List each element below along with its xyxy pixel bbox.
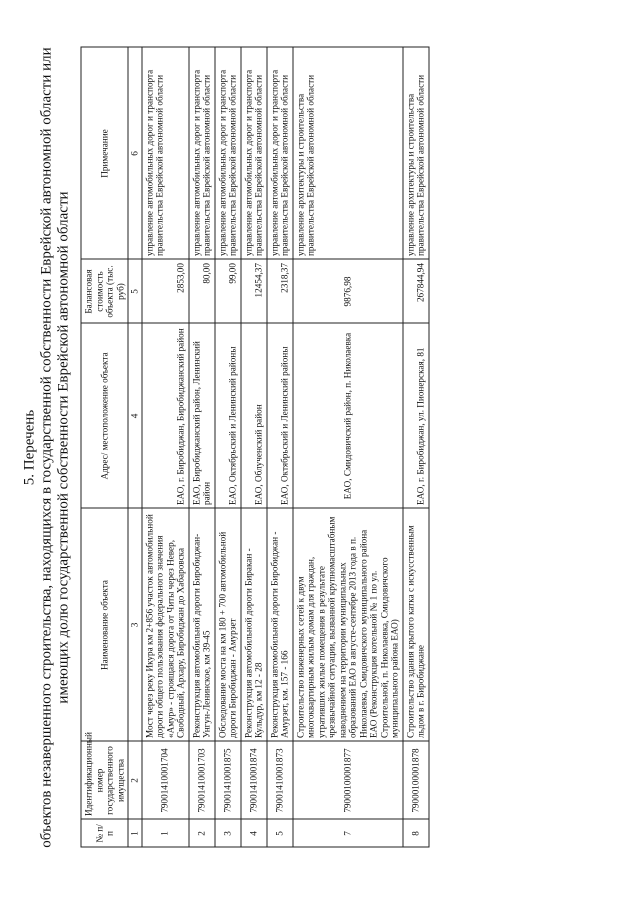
row-name: Реконструкция автомобильной дороги Биракан - Кульдур, км 12 - 28 — [241, 509, 267, 742]
col-number: 5 — [128, 260, 142, 324]
table-row — [189, 48, 215, 848]
table-row — [241, 48, 267, 848]
row-note: управление архитектуры и строительства правительства Еврейской автономной области — [403, 48, 429, 260]
rotated-document — [18, 33, 593, 863]
doc-title-line2: имеющих долю государственной собственности Еврейской автономной области — [55, 191, 72, 704]
row-name: Обследование моста на км 180 + 700 автомобильной дороги Биробиджан - Амурзет — [215, 509, 241, 742]
row-address: ЕАО, Смидовичский район, п. Николаевка — [293, 324, 403, 509]
doc-title-line1: объектов незавершенного строительства, находящихся в государственной собственности Еврейской автономной области или — [38, 47, 55, 848]
row-number: 5 — [267, 820, 293, 848]
header-value: Балансовая стоимость объекта (тыс. руб) — [81, 260, 128, 324]
row-address: ЕАО, г. Биробиджан, Биробиджанский район — [142, 324, 189, 509]
header-id: Идентификационный номер государственного имущества — [81, 742, 128, 820]
row-note: управление автомобильных дорог и транспорта правительства Еврейской автономной области — [241, 48, 267, 260]
row-address: ЕАО, Биробиджанский район, Ленинский район — [189, 324, 215, 509]
row-number: 8 — [403, 820, 429, 848]
col-number: 6 — [128, 48, 142, 260]
table-row — [142, 48, 189, 848]
row-id: 79001410001873 — [267, 742, 293, 820]
header-note: Примечание — [81, 48, 128, 260]
col-number: 4 — [128, 324, 142, 509]
row-id: 79000100001877 — [293, 742, 403, 820]
row-note: управление архитектуры и строительства правительства Еврейской автономной области — [293, 48, 403, 260]
row-number: 2 — [189, 820, 215, 848]
col-number: 3 — [128, 509, 142, 742]
row-value: 267844,94 — [403, 260, 429, 324]
row-name: Строительство здания крытого катка с искусственным льдом в г. Биробиджане — [403, 509, 429, 742]
row-number: 3 — [215, 820, 241, 848]
row-id: 79000100001878 — [403, 742, 429, 820]
row-id: 79001410001875 — [215, 742, 241, 820]
row-note: управление автомобильных дорог и транспорта правительства Еврейской автономной области — [189, 48, 215, 260]
table-row — [293, 48, 403, 848]
row-name: Реконструкция автомобильной дороги Биробиджан - Амурзет, км. 157 - 166 — [267, 509, 293, 742]
row-id: 79001410001874 — [241, 742, 267, 820]
row-value: 99,00 — [215, 260, 241, 324]
column-number-row — [128, 48, 142, 848]
row-value: 12454,37 — [241, 260, 267, 324]
row-note: управление автомобильных дорог и транспорта правительства Еврейской автономной области — [267, 48, 293, 260]
col-number: 2 — [128, 742, 142, 820]
table-row — [267, 48, 293, 848]
header-no: № п/п — [81, 820, 128, 848]
row-value: 2318,37 — [267, 260, 293, 324]
doc-title-number: 5. Перечень — [21, 409, 38, 486]
row-name: Строительство инженерных сетей к двум многоквартирным жилым домам для граждан, утративших жилые помещения в результате чрезвычайной ситуации, вызванной крупномасштабным наводнением на территории муниципальных образований ЕАО в августе-сентябре 2013 года в п. Николаевка, Смидовичского муниципального района ЕАО (Реконструкция котельной № 1 по ул. Строительной, п. Николаевка, Смидовичского муниципального района ЕАО) — [293, 509, 403, 742]
row-value: 2853,00 — [142, 260, 189, 324]
header-name: Наименование объекта — [81, 509, 128, 742]
row-address: ЕАО, Октябрьский и Ленинский районы — [267, 324, 293, 509]
row-number: 7 — [293, 820, 403, 848]
row-address: ЕАО, Облученский район — [241, 324, 267, 509]
table-row — [403, 48, 429, 848]
table-row — [215, 48, 241, 848]
col-number: 1 — [128, 820, 142, 848]
row-note: управление автомобильных дорог и транспорта правительства Еврейской автономной области — [215, 48, 241, 260]
row-number: 1 — [142, 820, 189, 848]
row-name: Реконструкция автомобильной дороги Биробиджан-Унгун-Ленинское, км 39-45 — [189, 509, 215, 742]
row-note: управление автомобильных дорог и транспорта правительства Еврейской автономной области — [142, 48, 189, 260]
header-address: Адрес/ местоположение объекта — [81, 324, 128, 509]
row-value: 80,00 — [189, 260, 215, 324]
register-table — [81, 47, 430, 848]
row-address: ЕАО, г. Биробиджан, ул. Пионерская, 81 — [403, 324, 429, 509]
row-address: ЕАО, Октябрьский и Ленинский районы — [215, 324, 241, 509]
row-id: 79001410001703 — [189, 742, 215, 820]
row-name: Мост через реку Икура км 2+856 участок автомобильной дороги общего пользования федерального значения «Амур» - строящаяся дорога от Читы через Невер, Свободный, Архару, Биробиджан до Хабаровска — [142, 509, 189, 742]
row-number: 4 — [241, 820, 267, 848]
row-value: 9876,98 — [293, 260, 403, 324]
table-header-row — [81, 48, 128, 848]
row-id: 79001410001704 — [142, 742, 189, 820]
